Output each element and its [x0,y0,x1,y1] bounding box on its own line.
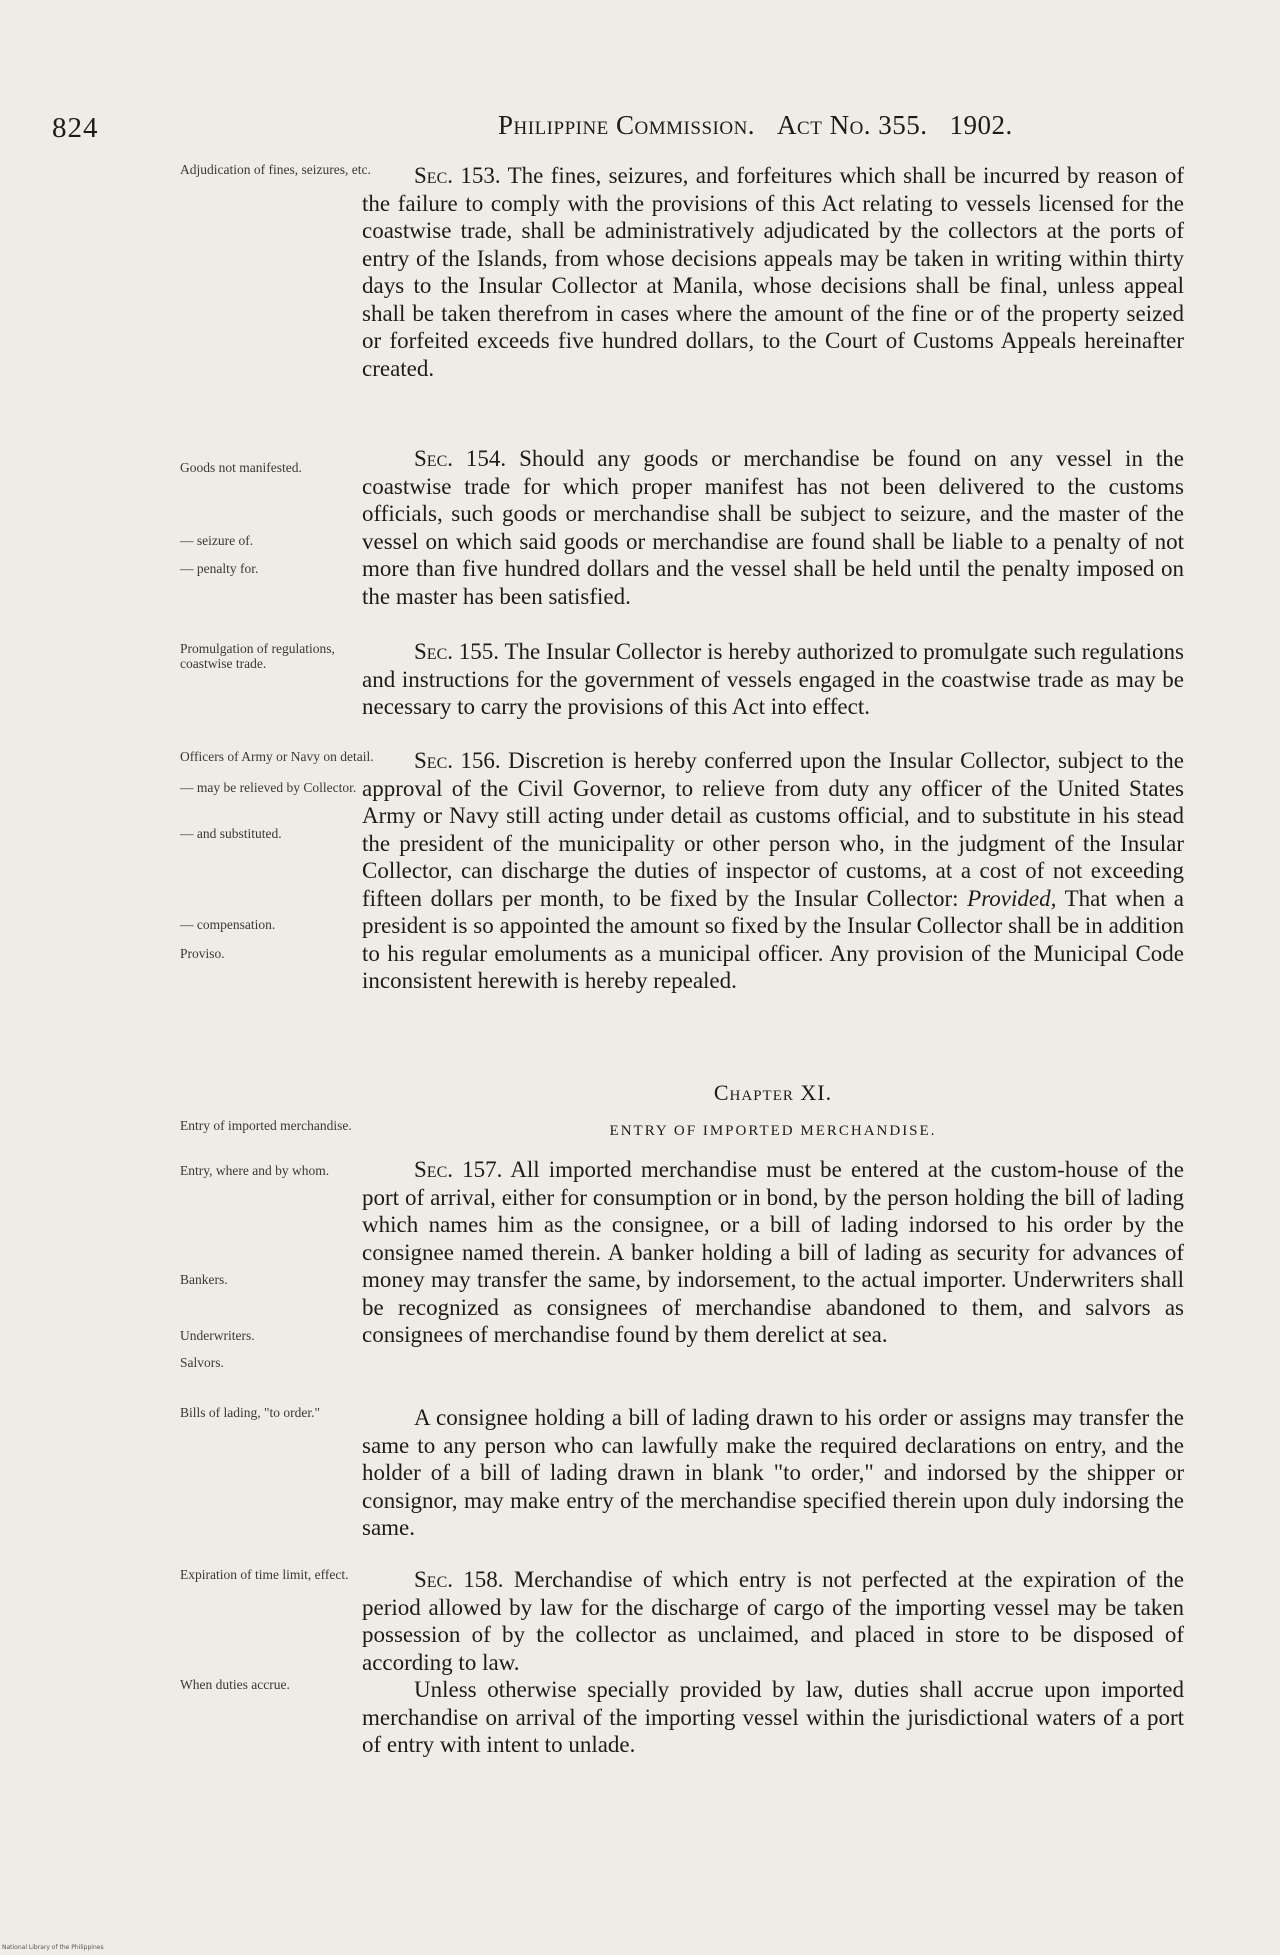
section-157 [362,1156,1184,1349]
margin-note-bills-of-lading: Bills of lading, "to order." [180,1405,321,1420]
section-158 [362,1566,1184,1676]
margin-note-entry-imported: Entry of imported merchandise. [180,1118,352,1133]
margin-note-goods-not-manifested: Goods not manifested. [180,460,302,475]
margin-note-expiration: Expiration of time limit, effect. [180,1567,349,1582]
section-label: Sec. 156. [414,748,501,773]
margin-note-compensation: — compensation. [180,917,276,932]
section-text: Discretion is hereby conferred upon the Insular Collector, subject to the approval of the Civil Governor, to relieve from duty any officer of the United States Army or Navy still acting under detail as customs official, and to substitute in his stead the president of the municipality or other person who, in the judgment of the Insular Collector, can discharge the duties of inspector of customs, at a cost of not exceeding fifteen dollars per month, to be fixed by the Insular Collector: [362,748,1184,911]
section-158-paragraph-2 [362,1676,1184,1759]
section-text: The Insular Collector is hereby authorized to promulgate such regulations and instructions for the government of vessels engaged in the coastwise trade as may be necessary to carry the provisions of this Act into effect. [362,639,1184,719]
section-label: Sec. 154. [414,446,507,471]
running-head-year: 1902. [949,110,1013,140]
section-label: Sec. 158. [414,1567,504,1592]
margin-note-substituted: — and substituted. [180,826,282,841]
chapter-subtitle: ENTRY OF IMPORTED MERCHANDISE. [609,1123,937,1139]
footer-stamp: National Library of the Philippines [2,1944,104,1951]
margin-note-proviso: Proviso. [180,946,225,961]
section-label: Sec. 157. [414,1157,503,1182]
section-text: Should any goods or merchandise be found on any vessel in the coastwise trade for which proper manifest has not been delivered to the customs officials, such goods or merchandise shall be subject to seizure, and the master of the vessel on which said goods or merchandise are found shall be liable to a penalty of not more than five hundred dollars and the vessel shall be held until the penalty imposed on the master has been satisfied. [362,446,1184,609]
section-label: Sec. 155. [414,639,500,664]
section-155 [362,638,1184,721]
margin-note-entry-where: Entry, where and by whom. [180,1163,330,1178]
section-text: Unless otherwise specially provided by law, duties shall accrue upon imported merchandise on arrival of the importing vessel within the jurisdictional waters of a port of entry with intent to unlade. [362,1677,1184,1757]
proviso-word: Provided, [967,885,1057,911]
margin-note-promulgation: Promulgation of regulations, coastwise trade. [180,641,335,671]
margin-note-when-duties: When duties accrue. [180,1677,290,1692]
running-head [498,110,1013,141]
page-number: 824 [52,112,99,144]
margin-note-may-be-relieved: — may be relieved by Collector. [180,780,357,795]
running-head-act: Act No. 355. [777,110,928,140]
margin-note-officers: Officers of Army or Navy on detail. [180,749,374,764]
chapter-title: Chapter XI. [713,1080,833,1105]
margin-note-underwriters: Underwriters. [180,1328,255,1343]
section-154 [362,445,1184,610]
section-text: That when a president is so appointed the amount so fixed by the Insular Collector shall be in addition to his regular emoluments as a municipal officer. Any provision of the Municipal Code inconsistent herewith is hereby repealed. [362,885,1184,993]
section-text: Merchandise of which entry is not perfected at the expiration of the period allowed by law for the discharge of cargo of the importing vessel may be taken possession of by the collector as unclaimed, and placed in store to be disposed of according to law. [362,1567,1184,1675]
section-153 [362,162,1184,382]
section-text: The fines, seizures, and forfeitures which shall be incurred by reason of the failure to comply with the provisions of this Act relating to vessels licensed for the coastwise trade, shall be administratively adjudicated by the collectors at the ports of entry of the Islands, from whose decisions appeals may be taken in writing within thirty days to the Insular Collector at Manila, whose decisions shall be final, unless appeal shall be taken therefrom in cases where the amount of the fine or of the property seized or forfeited exceeds five hundred dollars, to the Court of Customs Appeals hereinafter created. [362,163,1184,381]
margin-note-seizure: — seizure of. [180,533,254,548]
margin-note-penalty: — penalty for. [180,561,259,576]
section-156 [362,747,1184,995]
section-157-paragraph-2 [362,1404,1184,1542]
running-head-title: Philippine Commission. [498,110,756,140]
margin-note-adjudication: Adjudication of fines, seizures, etc. [180,162,371,177]
margin-note-bankers: Bankers. [180,1272,228,1287]
margin-note-salvors: Salvors. [180,1355,224,1370]
section-text: All imported merchandise must be entered at the custom-house of the port of arrival, either for consumption or in bond, by the person holding the bill of lading which names him as the consignee, or a bill of lading indorsed to his order by the consignee named therein. A banker holding a bill of lading as security for advances of money may transfer the same, by indorsement, to the actual importer. Underwriters shall be recognized as consignees of merchandise abandoned to them, and salvors as consignees of merchandise found by them derelict at sea. [362,1157,1184,1347]
section-label: Sec. 153. [414,163,501,188]
section-text: A consignee holding a bill of lading drawn to his order or assigns may transfer the same to any person who can lawfully make the required declarations on entry, and the holder of a bill of lading drawn in blank "to order," and indorsed by the shipper or consignor, may make entry of the merchandise specified therein upon duly indorsing the same. [362,1405,1184,1540]
